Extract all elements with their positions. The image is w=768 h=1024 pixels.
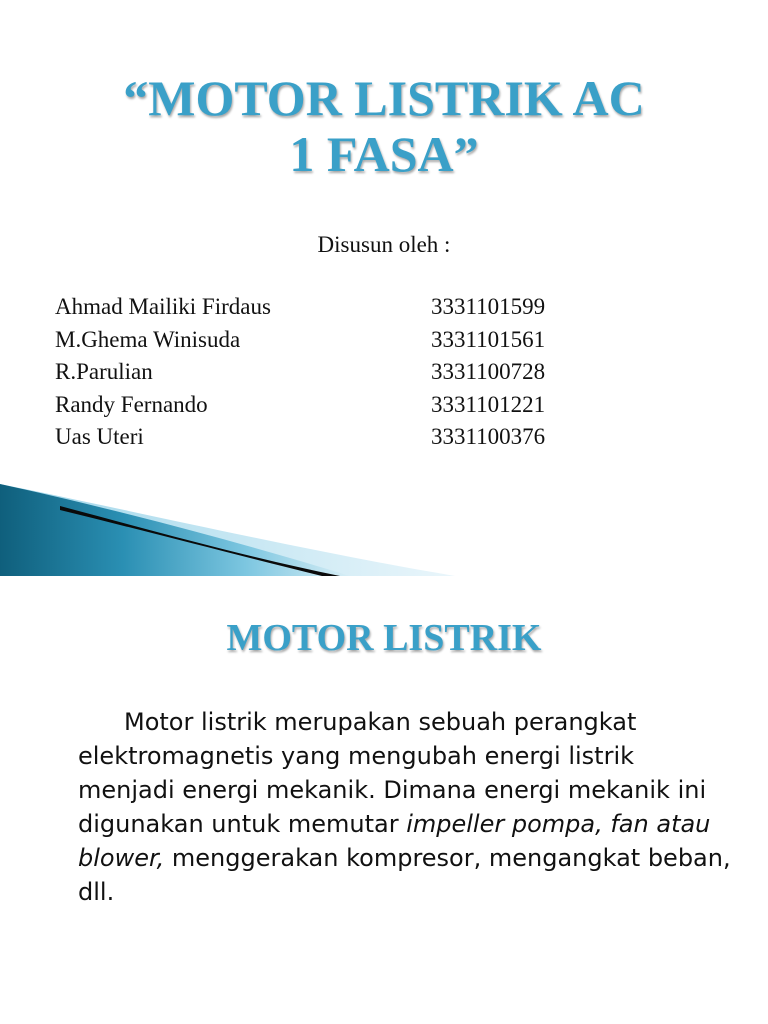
member-id: 3331100376 [431,424,546,449]
member-id: 3331101599 [431,294,546,319]
member-name: Ahmad Mailiki Firdaus [55,294,271,319]
member-row [55,421,675,454]
title-line-2: 1 FASA” [289,126,479,182]
decorative-swoosh [0,470,768,576]
member-name: Randy Fernando [55,391,208,417]
member-id: 3331100728 [431,359,546,384]
members-list [55,291,675,454]
presentation-title [0,70,768,182]
member-row [55,291,675,324]
member-name: R.Parulian [55,359,153,384]
slide-heading: MOTOR LISTRIK [226,617,542,659]
title-line-1: “MOTOR LISTRIK AC [123,70,645,126]
member-row [55,356,675,389]
paragraph-text-2: menggerakan kompresor, mengangkat beban, dll. [78,844,731,906]
paragraph-text-1: Motor listrik merupakan sebuah perangkat elektromagnetis yang mengubah energi listrik menjadi energi mekanik. Dimana energi mekanik ini digunakan untuk memutar [78,708,707,838]
member-name: M.Ghema Winisuda [55,326,241,352]
member-name: Uas Uteri [55,424,144,449]
member-row [55,389,675,422]
member-row [55,324,675,357]
member-id: 3331101221 [431,391,546,417]
body-paragraph [78,705,738,909]
byline: Disusun oleh : [317,232,451,257]
paragraph-italic: impeller pompa, fan atau blower, [78,810,711,872]
member-id: 3331101561 [431,326,546,352]
slide-motor-listrik [0,576,768,1024]
